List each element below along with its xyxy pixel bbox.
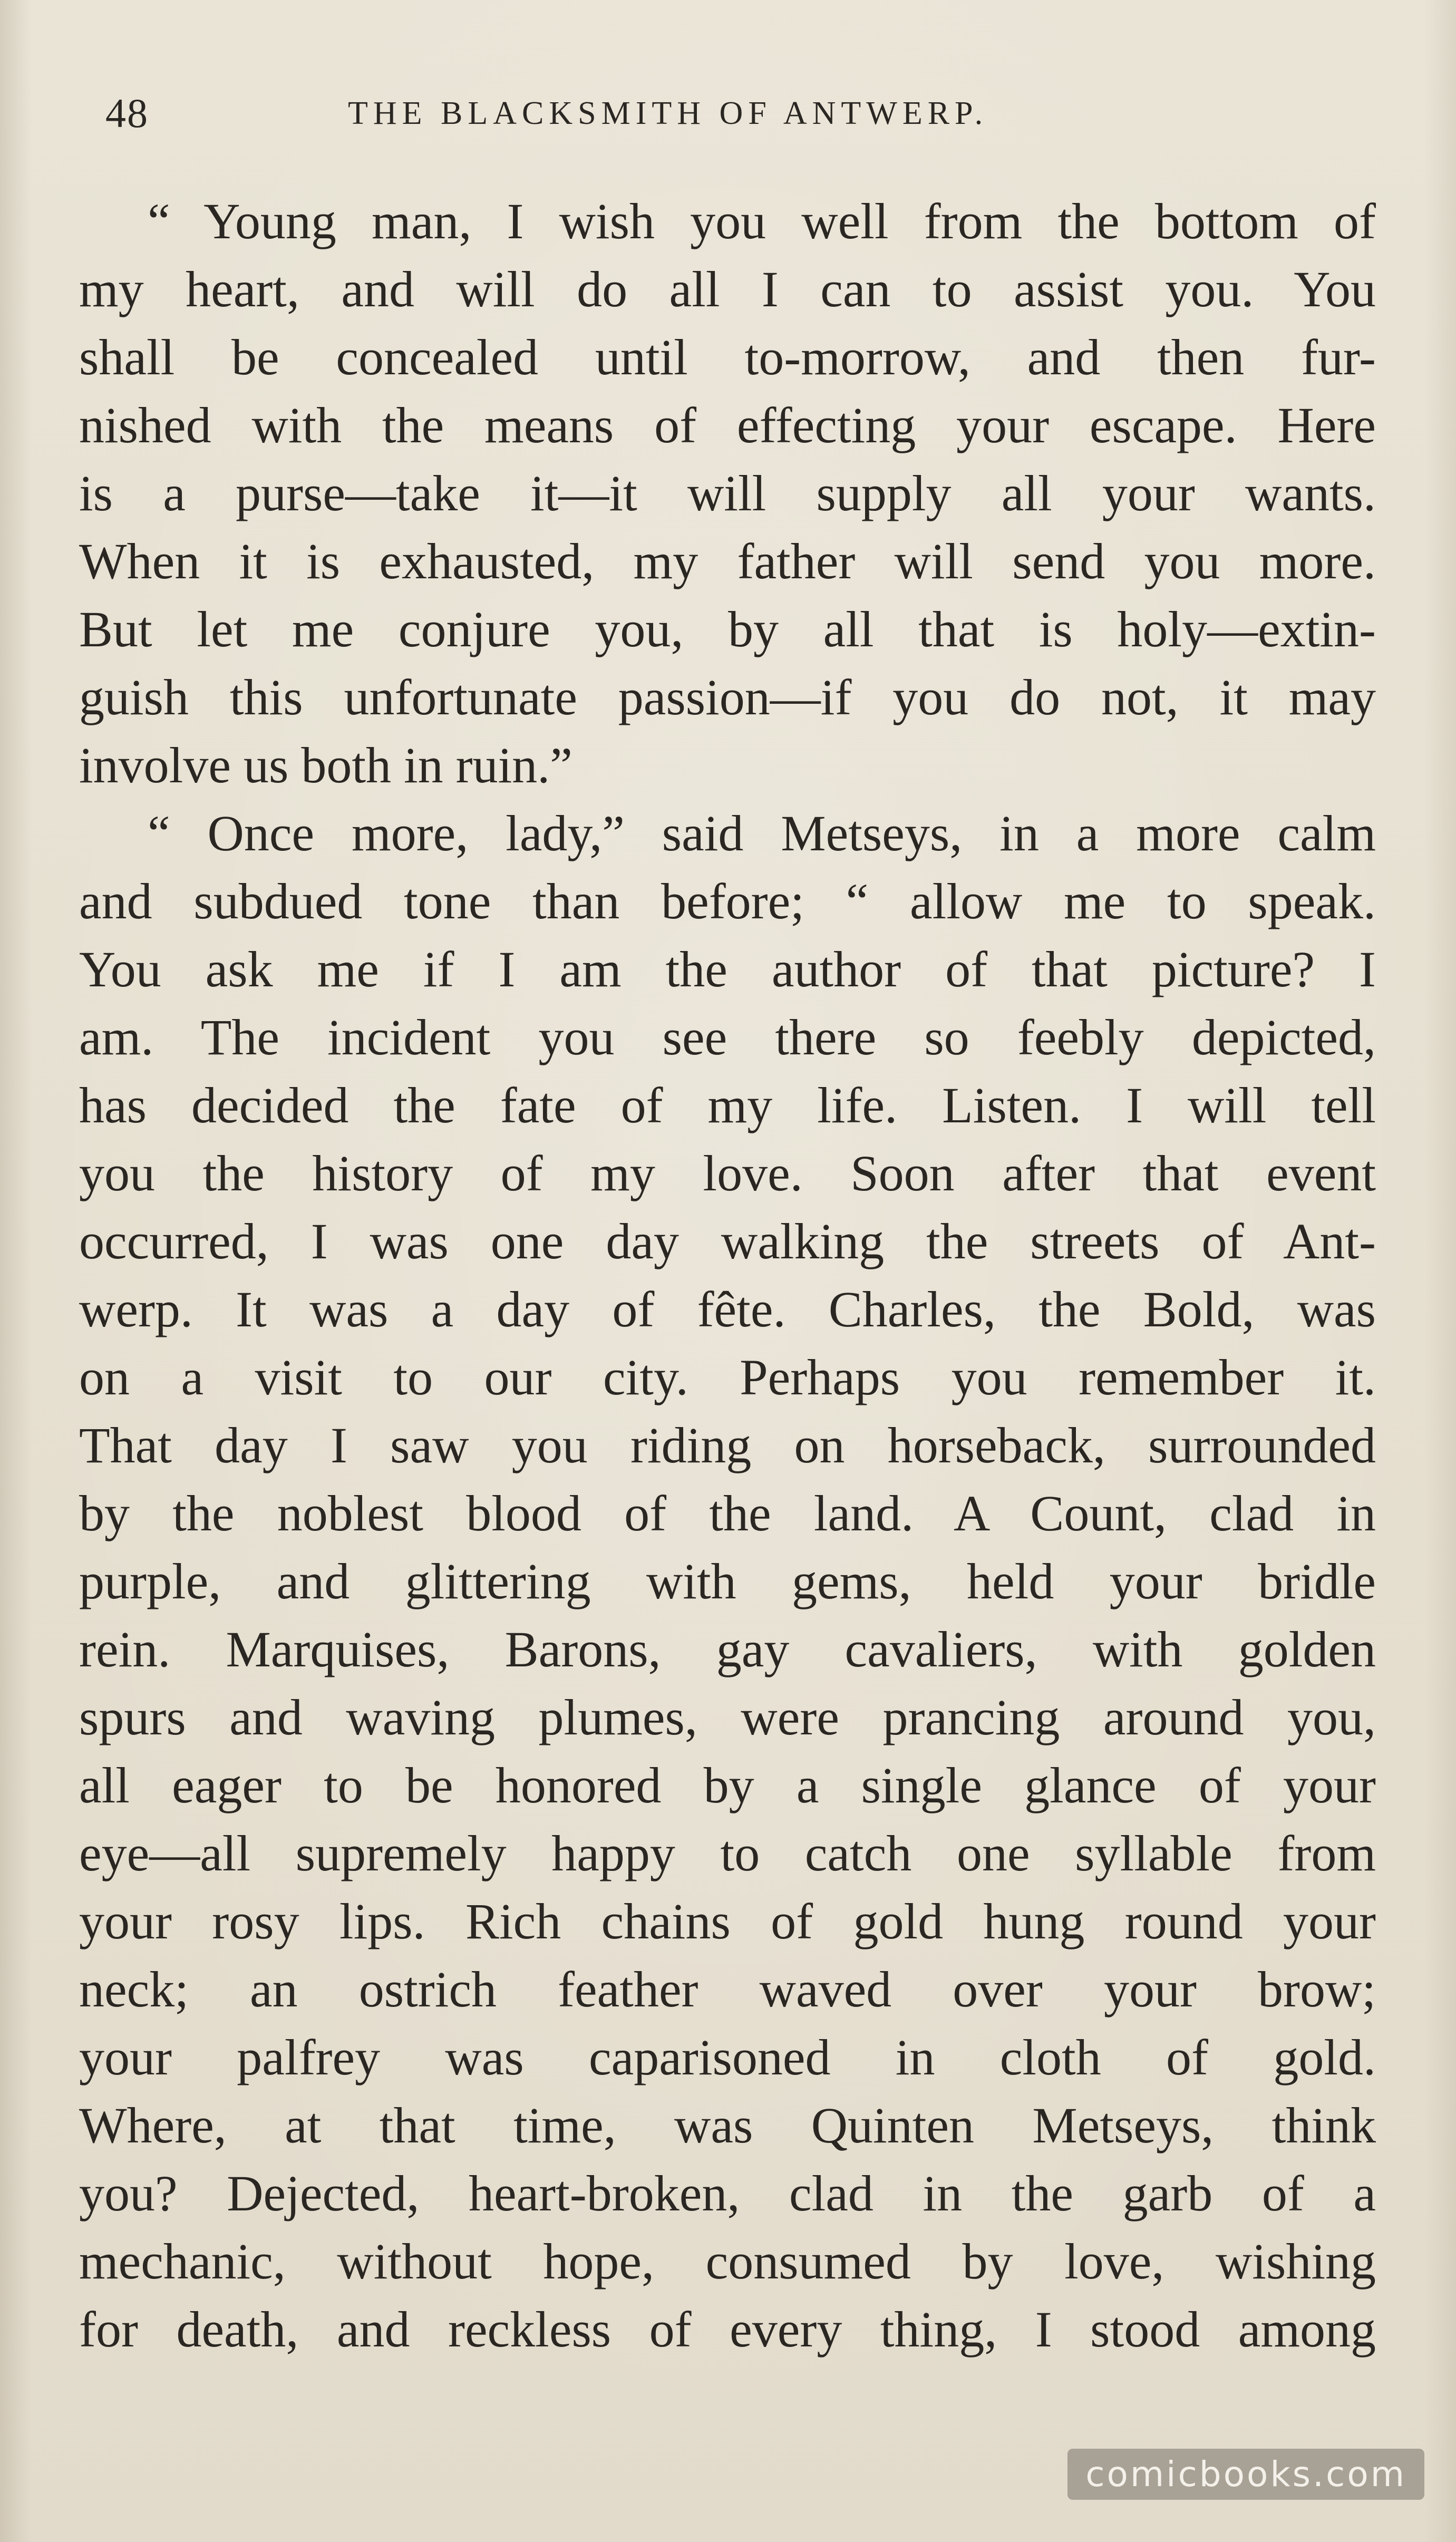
text-line: has decided the fate of my life. Listen. I will tell: [79, 1077, 1376, 1133]
text-line: Where, at that time, was Quinten Metseys, think: [79, 2097, 1376, 2153]
text-line: But let me conjure you, by all that is holy—extin-: [79, 601, 1376, 657]
text-line: am. The incident you see there so feebly depicted,: [79, 1009, 1376, 1065]
text-line: You ask me if I am the author of that picture? I: [79, 941, 1376, 997]
page-edge-shadow-right: [1424, 0, 1456, 2542]
text-line: eye—all supremely happy to catch one syllable from: [79, 1825, 1376, 1881]
text-line: When it is exhausted, my father will send you more.: [79, 533, 1376, 589]
text-line: my heart, and will do all I can to assist you. You: [79, 261, 1376, 317]
text-line: “ Young man, I wish you well from the bottom of: [148, 193, 1376, 249]
text-line: your rosy lips. Rich chains of gold hung round your: [79, 1893, 1376, 1949]
text-line: occurred, I was one day walking the streets of Ant-: [79, 1213, 1376, 1269]
text-line: “ Once more, lady,” said Metseys, in a more calm: [148, 805, 1376, 861]
text-line: on a visit to our city. Perhaps you remember it.: [79, 1349, 1376, 1405]
text-line: neck; an ostrich feather waved over your brow;: [79, 1961, 1376, 2017]
text-line: spurs and waving plumes, were prancing around you,: [79, 1689, 1376, 1745]
page-number: 48: [105, 90, 149, 136]
text-line: and subdued tone than before; “ allow me to speak.: [79, 873, 1376, 929]
text-line: werp. It was a day of fête. Charles, the Bold, was: [79, 1281, 1376, 1337]
text-line: mechanic, without hope, consumed by love, wishing: [79, 2233, 1376, 2289]
text-line: nished with the means of effecting your escape. Here: [79, 397, 1376, 453]
text-line: for death, and reckless of every thing, I stood among: [79, 2301, 1376, 2357]
body-text: [79, 187, 1376, 2363]
text-line: purple, and glittering with gems, held your bridle: [79, 1553, 1376, 1609]
text-line: shall be concealed until to-morrow, and then fur-: [79, 329, 1376, 385]
text-line: you the history of my love. Soon after that event: [79, 1145, 1376, 1201]
text-line: by the noblest blood of the land. A Count, clad in: [79, 1485, 1376, 1541]
text-line: you? Dejected, heart-broken, clad in the garb of a: [79, 2165, 1376, 2221]
running-head: THE BLACKSMITH OF ANTWERP.: [348, 95, 988, 131]
text-line: rein. Marquises, Barons, gay cavaliers, with golden: [79, 1621, 1376, 1677]
text-line: That day I saw you riding on horseback, surrounded: [79, 1417, 1376, 1473]
text-line: is a purse—take it—it will supply all your wants.: [79, 465, 1376, 521]
text-line: your palfrey was caparisoned in cloth of gold.: [79, 2029, 1376, 2085]
page-edge-shadow-left: [0, 0, 32, 2542]
text-line: guish this unfortunate passion—if you do not, it may: [79, 669, 1376, 725]
text-line: involve us both in ruin.”: [79, 737, 572, 793]
watermark-logo: comicbooks.com: [1067, 2449, 1424, 2500]
page-header: [105, 84, 1371, 142]
text-line: all eager to be honored by a single glance of your: [79, 1757, 1376, 1813]
